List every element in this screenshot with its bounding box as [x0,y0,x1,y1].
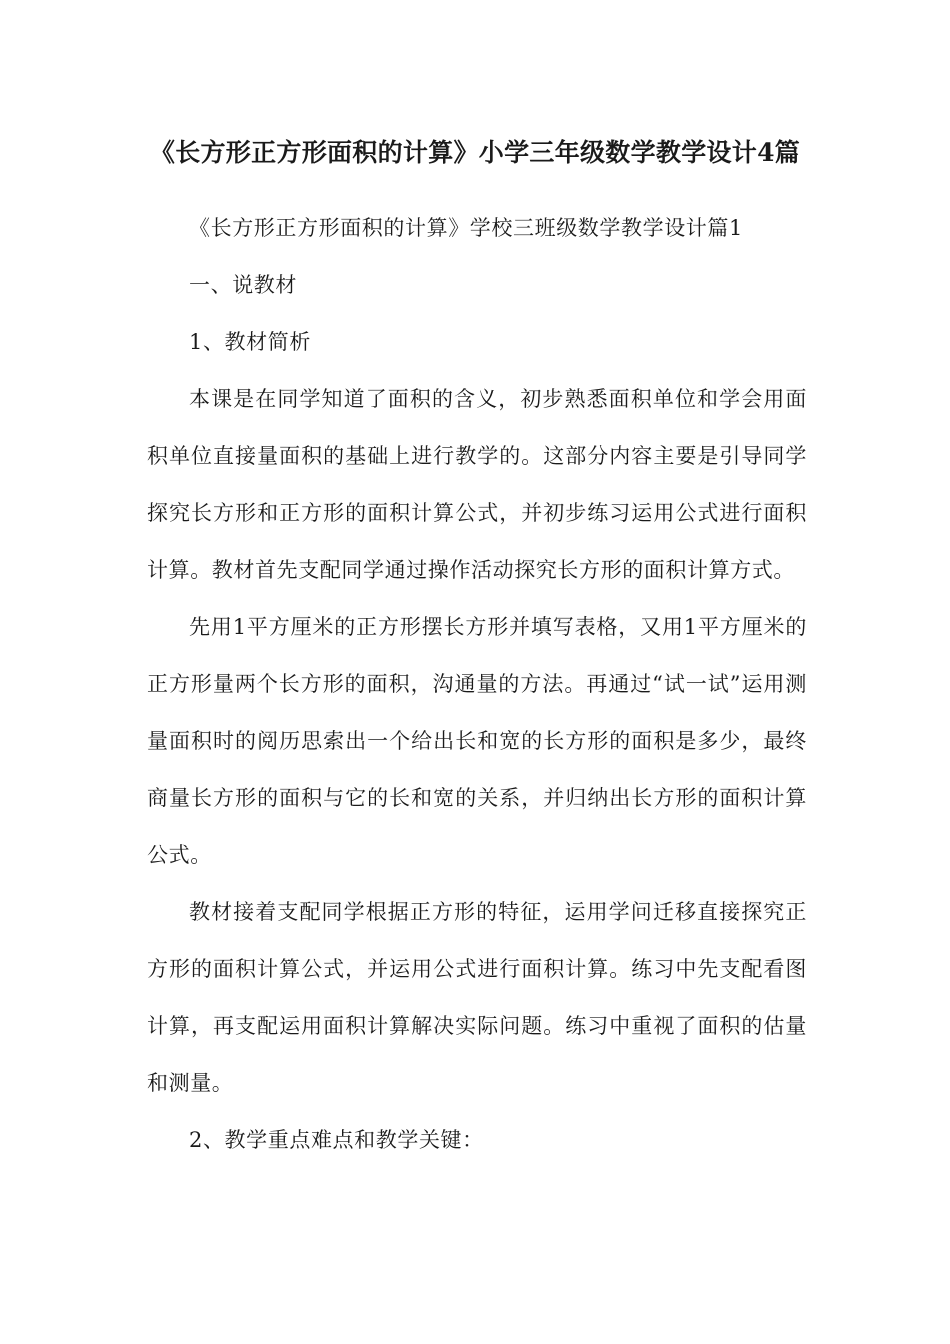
section-heading: 《长方形正方形面积的计算》学校三班级数学教学设计篇1 [189,216,743,240]
chapter-heading: 一、说教材 [189,273,297,297]
body-paragraph: 教材接着支配同学根据正方形的特征，运用学问迁移直接探究正方形的面积计算公式，并运用公式进行面积计算。练习中先支配看图计算，再支配运用面积计算解决实际问题。练习中重视了面积的估量和测量。 [147,900,807,1095]
document-body [147,200,807,1169]
document-title: 《长方形正方形面积的计算》小学三年级数学教学设计4篇 [149,138,801,167]
body-paragraph: 先用1平方厘米的正方形摆长方形并填写表格，又用1平方厘米的正方形量两个长方形的面积，沟通量的方法。再通过“试一试”运用测量面积时的阅历思索出一个给出长和宽的长方形的面积是多少，最终商量长方形的面积与它的长和宽的关系，并归纳出长方形的面积计算公式。 [147,615,807,867]
subheading: 2、教学重点难点和教学关键： [189,1128,484,1152]
subheading: 1、教材简析 [189,330,311,354]
body-paragraph: 本课是在同学知道了面积的含义，初步熟悉面积单位和学会用面积单位直接量面积的基础上进行教学的。这部分内容主要是引导同学探究长方形和正方形的面积计算公式，并初步练习运用公式进行面积计算。教材首先支配同学通过操作活动探究长方形的面积计算方式。 [147,387,807,582]
